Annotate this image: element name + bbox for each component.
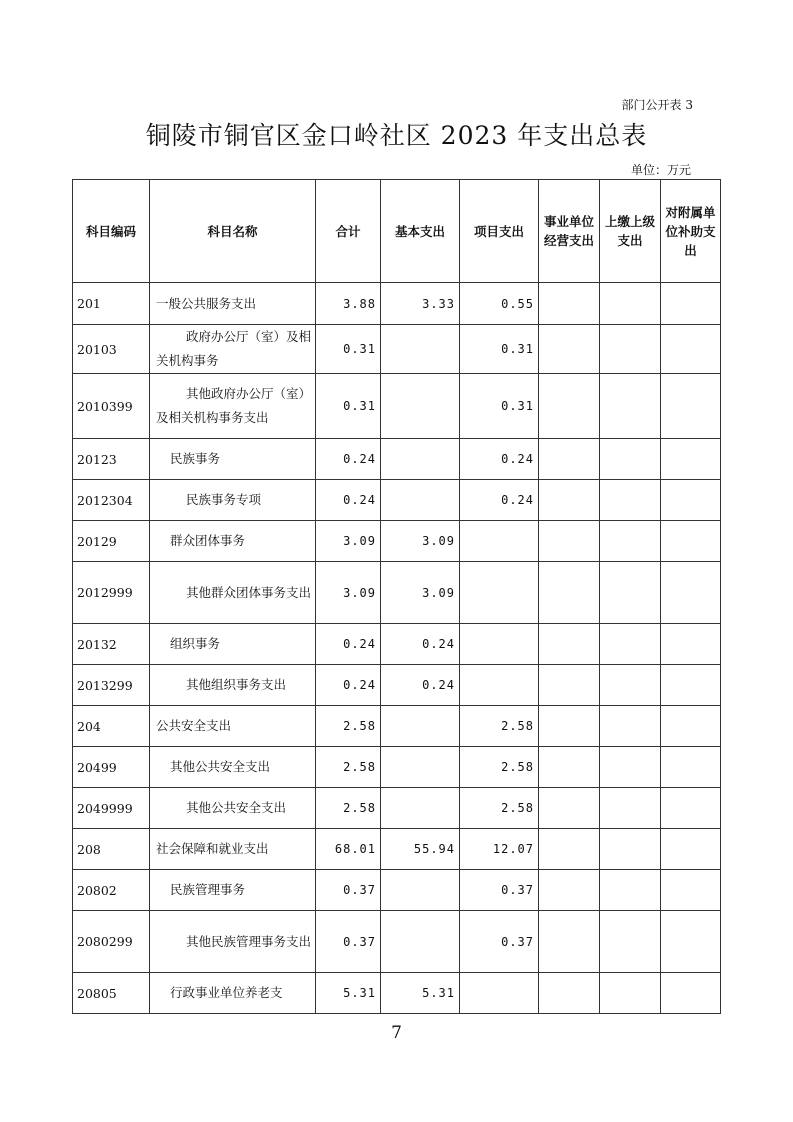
cell-total: 0.31 [316,325,381,374]
page-title: 铜陵市铜官区金口岭社区 2023 年支出总表 [145,121,648,150]
cell-project [460,521,539,562]
cell-code: 2013299 [73,665,150,706]
table-row [73,374,721,439]
table-row [73,521,721,562]
cell-project: 0.24 [460,480,539,521]
cell-project [460,665,539,706]
cell-upper [600,706,661,747]
header-basic: 基本支出 [381,180,460,283]
cell-name-text: 其他政府办公厅（室）及相关机构事务支出 [156,386,312,425]
cell-subsidy [661,747,721,788]
cell-operation [539,747,600,788]
cell-total: 2.58 [316,706,381,747]
table-row [73,480,721,521]
cell-name-text: 政府办公厅（室）及相关机构事务 [156,329,312,368]
cell-operation [539,562,600,624]
cell-code: 201 [73,283,150,325]
cell-project: 0.37 [460,911,539,973]
cell-operation [539,624,600,665]
cell-subsidy [661,624,721,665]
cell-name: 群众团体事务 [150,521,316,562]
cell-basic: 3.09 [381,562,460,624]
cell-name: 一般公共服务支出 [150,283,316,325]
cell-total: 5.31 [316,973,381,1014]
table-row [73,325,721,374]
cell-name: 其他组织事务支出 [150,665,316,706]
cell-basic [381,480,460,521]
cell-total: 0.24 [316,624,381,665]
unit-label: 单位：万元 [630,163,691,177]
cell-subsidy [661,325,721,374]
cell-basic [381,747,460,788]
cell-upper [600,665,661,706]
cell-project: 2.58 [460,706,539,747]
header-subsidy: 对附属单位补助支出 [661,180,721,283]
cell-name: 公共安全支出 [150,706,316,747]
cell-project: 0.55 [460,283,539,325]
header-project: 项目支出 [460,180,539,283]
cell-code: 20499 [73,747,150,788]
cell-basic [381,870,460,911]
cell-subsidy [661,374,721,439]
cell-code: 20132 [73,624,150,665]
page-number: 7 [391,1023,402,1043]
cell-total: 0.24 [316,665,381,706]
cell-name: 社会保障和就业支出 [150,829,316,870]
header-total: 合计 [316,180,381,283]
cell-code: 20802 [73,870,150,911]
cell-subsidy [661,911,721,973]
table-row [73,439,721,480]
cell-upper [600,325,661,374]
cell-upper [600,911,661,973]
header-code: 科目编码 [73,180,150,283]
cell-name-text: 其他群众团体事务支出 [186,584,312,600]
cell-operation [539,665,600,706]
cell-operation [539,480,600,521]
cell-code: 2049999 [73,788,150,829]
cell-total: 0.31 [316,374,381,439]
cell-code: 208 [73,829,150,870]
cell-subsidy [661,706,721,747]
cell-code: 20103 [73,325,150,374]
cell-upper [600,829,661,870]
cell-subsidy [661,562,721,624]
cell-code: 2080299 [73,911,150,973]
table-row [73,747,721,788]
cell-total: 0.37 [316,911,381,973]
cell-upper [600,788,661,829]
cell-upper [600,624,661,665]
expenditure-table [72,179,721,1014]
cell-basic: 3.09 [381,521,460,562]
cell-name: 民族管理事务 [150,870,316,911]
cell-upper [600,973,661,1014]
cell-upper [600,562,661,624]
table-row [73,624,721,665]
cell-subsidy [661,439,721,480]
cell-project: 2.58 [460,747,539,788]
cell-basic [381,911,460,973]
cell-basic [381,325,460,374]
cell-project: 0.31 [460,325,539,374]
cell-project [460,973,539,1014]
header-row [73,180,721,283]
cell-upper [600,374,661,439]
table-row [73,829,721,870]
cell-name [150,374,316,439]
cell-basic: 0.24 [381,665,460,706]
table-row [73,788,721,829]
header-operation: 事业单位经营支出 [539,180,600,283]
cell-subsidy [661,870,721,911]
header-name: 科目名称 [150,180,316,283]
cell-basic: 5.31 [381,973,460,1014]
table-row [73,870,721,911]
table-label: 部门公开表 3 [621,98,693,112]
cell-code: 2010399 [73,374,150,439]
cell-operation [539,870,600,911]
cell-total: 3.88 [316,283,381,325]
cell-project [460,562,539,624]
cell-operation [539,706,600,747]
cell-code: 20123 [73,439,150,480]
table-row [73,283,721,325]
cell-total: 0.24 [316,439,381,480]
cell-upper [600,439,661,480]
cell-name [150,562,316,624]
cell-basic [381,706,460,747]
cell-name: 其他公共安全支出 [150,788,316,829]
cell-code: 20805 [73,973,150,1014]
table-row [73,562,721,624]
cell-operation [539,973,600,1014]
cell-project: 2.58 [460,788,539,829]
cell-operation [539,439,600,480]
cell-code: 2012999 [73,562,150,624]
cell-operation [539,788,600,829]
table-row [73,911,721,973]
cell-basic [381,374,460,439]
table-row [73,665,721,706]
table-row [73,706,721,747]
cell-name: 组织事务 [150,624,316,665]
cell-operation [539,325,600,374]
cell-operation [539,374,600,439]
cell-name-text: 其他民族管理事务支出 [186,933,312,949]
table-row [73,973,721,1014]
cell-operation [539,911,600,973]
cell-code: 2012304 [73,480,150,521]
cell-basic: 55.94 [381,829,460,870]
cell-subsidy [661,283,721,325]
cell-total: 2.58 [316,747,381,788]
cell-total: 68.01 [316,829,381,870]
cell-basic: 0.24 [381,624,460,665]
cell-project: 0.31 [460,374,539,439]
cell-operation [539,521,600,562]
cell-project: 12.07 [460,829,539,870]
cell-basic: 3.33 [381,283,460,325]
cell-upper [600,283,661,325]
cell-project: 0.24 [460,439,539,480]
cell-operation [539,829,600,870]
cell-name: 其他公共安全支出 [150,747,316,788]
cell-name: 行政事业单位养老支 [150,973,316,1014]
cell-code: 20129 [73,521,150,562]
cell-total: 3.09 [316,521,381,562]
cell-total: 3.09 [316,562,381,624]
cell-subsidy [661,829,721,870]
cell-subsidy [661,973,721,1014]
cell-upper [600,521,661,562]
cell-basic [381,439,460,480]
header-upper: 上缴上级支出 [600,180,661,283]
cell-subsidy [661,521,721,562]
cell-subsidy [661,788,721,829]
cell-name: 民族事务专项 [150,480,316,521]
cell-upper [600,870,661,911]
cell-name [150,911,316,973]
cell-upper [600,480,661,521]
cell-upper [600,747,661,788]
cell-total: 2.58 [316,788,381,829]
cell-operation [539,283,600,325]
cell-subsidy [661,480,721,521]
cell-subsidy [661,665,721,706]
cell-code: 204 [73,706,150,747]
cell-total: 0.37 [316,870,381,911]
cell-basic [381,788,460,829]
cell-name: 民族事务 [150,439,316,480]
cell-project: 0.37 [460,870,539,911]
cell-total: 0.24 [316,480,381,521]
cell-name [150,325,316,374]
cell-project [460,624,539,665]
